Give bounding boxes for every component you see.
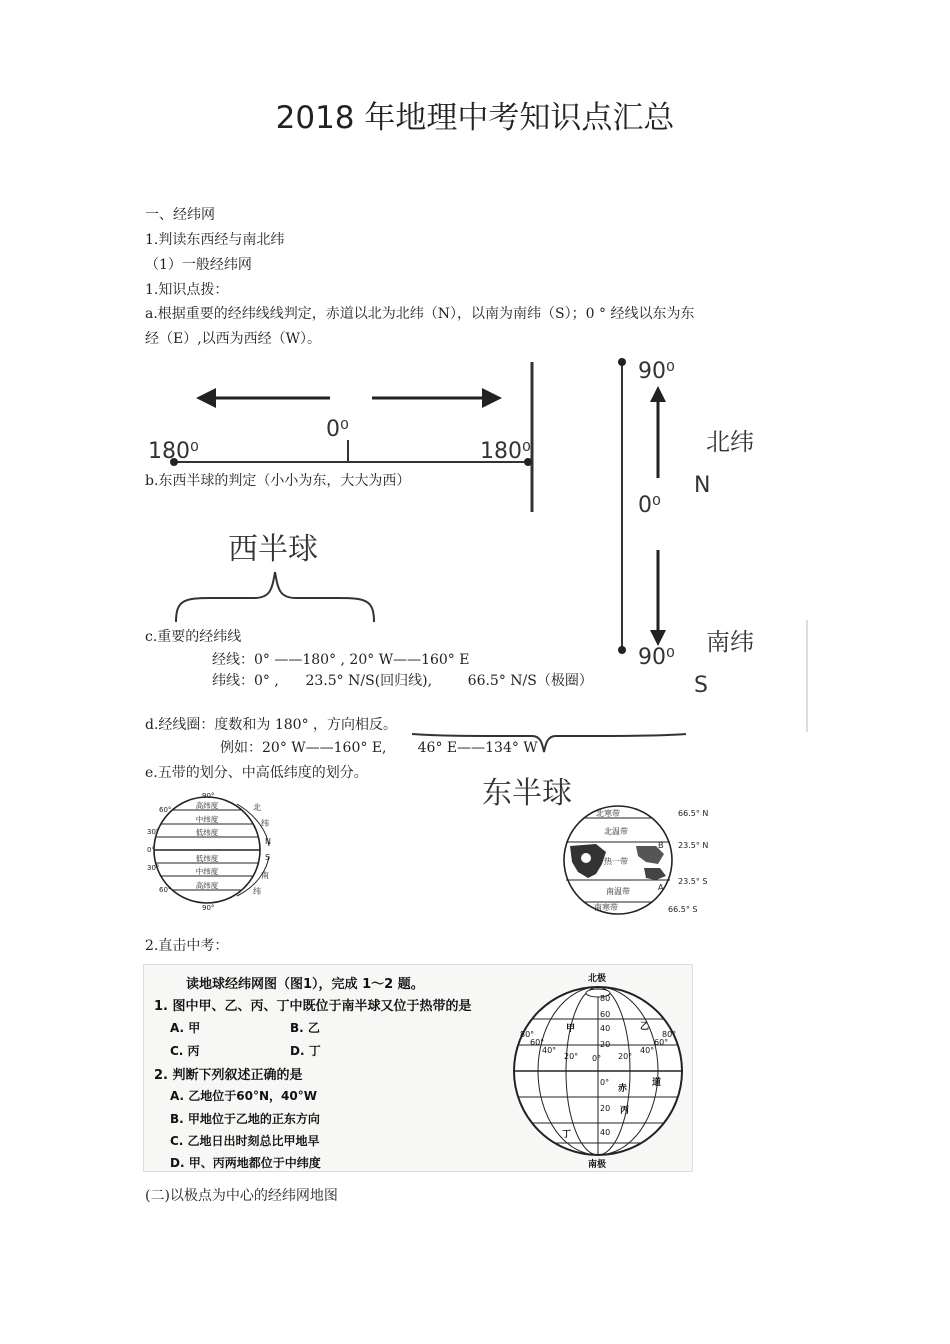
globe-lon-60w: 60° (530, 1038, 545, 1047)
globe-lon-0: 0° (592, 1054, 602, 1063)
zone-right-1: 北 (253, 803, 261, 812)
exam-q1-a: A. 甲 (170, 1021, 201, 1035)
belt-north-temperate: 北温带 (604, 827, 628, 836)
belt-letter-b: B (658, 841, 664, 850)
point-a-line1: a.根据重要的经纬线线判定，赤道以北为北纬（N），以南为南纬（S）；0 ° 经线以东为东 (145, 306, 695, 322)
zone-band-3: 低纬度 (195, 828, 219, 837)
belt-lat-23n: 23.5° N (678, 841, 709, 850)
exam-q2-a: A. 乙地位于60°N，40°W (170, 1089, 317, 1103)
exam-q1-b: B. 乙 (290, 1021, 320, 1035)
section-3-heading: (二)以极点为中心的经纬网地图 (145, 1188, 338, 1204)
globe-south-pole: 南极 (588, 1160, 607, 1169)
point-c-meridians: 经线：0° ——180° , 20° W——160° E (212, 652, 470, 668)
globe-lon-80w: 80° (520, 1030, 535, 1039)
exam-q2-b: B. 甲地位于乙地的正东方向 (170, 1112, 320, 1126)
lat-north-cn: 北纬 (706, 428, 754, 456)
zone-lat-60n: 60° (159, 806, 172, 814)
globe-lat-60: 60 (600, 1010, 611, 1019)
lat-south-cn: 南纬 (706, 628, 754, 656)
zone-lat-0: 0° (147, 846, 155, 854)
globe-lat-40s: 40 (600, 1128, 611, 1137)
section-1-heading: 一、经纬网 (145, 207, 215, 223)
globe-lon-80e: 80° (662, 1030, 677, 1039)
section-2-heading: 2.直击中考： (145, 938, 229, 954)
globe-lat-20s: 20 (600, 1104, 611, 1113)
belt-south-frigid: 南寒带 (594, 903, 618, 912)
exam-globe-figure (506, 971, 688, 1169)
exam-q1-c: C. 丙 (170, 1044, 200, 1058)
globe-lon-60e: 60° (654, 1038, 669, 1047)
point-c: c.重要的经纬线 (145, 629, 242, 645)
lon-label-left: 180⁰ (148, 439, 199, 464)
belt-north-frigid: 北寒带 (596, 809, 620, 818)
zone-band-2: 中纬度 (195, 815, 219, 824)
globe-lat-80: 80 (600, 994, 611, 1003)
point-e: e.五带的划分、中高低纬度的划分。 (145, 765, 368, 781)
section-1-1-1-heading: （1）一般经纬网 (145, 257, 252, 273)
lat-north-letter: N (694, 473, 711, 498)
exam-q1: 1. 图中甲、乙、丙、丁中既位于南半球又位于热带的是 (154, 999, 472, 1014)
globe-point-bing: 丙 (620, 1106, 630, 1116)
point-d: d.经线圈：度数和为 180° ，方向相反。 (145, 717, 398, 733)
globe-lat-20: 20 (600, 1040, 611, 1049)
longitude-diagram (140, 360, 550, 520)
globe-point-yi: 乙 (640, 1022, 650, 1032)
lat-label-mid: 0⁰ (638, 493, 661, 518)
zone-band-5: 中纬度 (195, 867, 219, 876)
east-hemisphere-label: 东半球 (482, 776, 572, 811)
globe-point-jia: 甲 (566, 1024, 576, 1034)
zone-right-2: 纬 (261, 819, 269, 828)
lon-label-mid: 0⁰ (326, 417, 349, 442)
belt-lat-23s: 23.5° S (678, 877, 708, 886)
lat-label-bottom: 90⁰ (638, 645, 675, 670)
west-hemisphere-label: 西半球 (228, 532, 318, 567)
exam-question-panel (143, 964, 693, 1172)
zone-lat-30n: 30° (147, 828, 160, 836)
point-d-example: 例如：20° W——160° E, 46° E——134° W (220, 740, 538, 756)
globe-lon-40e: 40° (640, 1046, 655, 1055)
globe-lon-40w: 40° (542, 1046, 557, 1055)
belt-letter-a: A (658, 883, 664, 892)
lat-label-top: 90⁰ (638, 359, 675, 384)
globe-lat-0: 0° (600, 1078, 610, 1087)
globe-lat-40: 40 (600, 1024, 611, 1033)
exam-q2-d: D. 甲、丙两地都位于中纬度 (170, 1156, 321, 1170)
lat-south-letter: S (694, 673, 708, 698)
globe-lon-20e: 20° (618, 1052, 633, 1061)
zone-lat-60s: 60° (159, 886, 172, 894)
globe-lon-20w: 20° (564, 1052, 579, 1061)
globe-point-ding: 丁 (562, 1130, 572, 1140)
point-b: b.东西半球的判定（小小为东，大大为西） (145, 473, 411, 489)
zone-lat-30s: 30° (147, 864, 160, 872)
section-1-1-heading: 1.判读东西经与南北纬 (145, 232, 285, 248)
exam-intro: 读地球经纬网图（图1），完成 1～2 题。 (186, 977, 424, 992)
belt-south-temperate: 南温带 (606, 887, 630, 896)
globe-north-pole: 北极 (588, 974, 607, 984)
zone-right-3: N (265, 837, 271, 846)
zone-lat-90n: 90° (202, 792, 215, 800)
belt-lat-66n: 66.5° N (678, 809, 709, 818)
latitude-zones-figure (145, 790, 280, 912)
exam-q1-d: D. 丁 (290, 1044, 321, 1058)
west-brace (172, 570, 382, 630)
globe-equator-dao: 道 (652, 1078, 662, 1088)
zone-right-4: S (265, 853, 271, 862)
point-a-line2: 经（E）,以西为西经（W）。 (145, 331, 322, 347)
globe-equator-chi: 赤 (618, 1084, 628, 1094)
zone-lat-90s: 90° (202, 904, 215, 912)
latitude-diagram (600, 350, 810, 735)
temperature-belts-figure (556, 802, 716, 918)
belt-lat-66s: 66.5° S (668, 905, 698, 914)
zone-band-1: 高纬度 (195, 801, 219, 810)
tip-heading: 1.知识点拨： (145, 282, 229, 298)
zone-right-5: 南 (261, 871, 269, 880)
exam-q2: 2. 判断下列叙述正确的是 (154, 1068, 303, 1083)
page-title: 2018 年地理中考知识点汇总 (275, 100, 675, 136)
lon-label-right: 180⁰ (480, 439, 531, 464)
zone-right-6: 纬 (253, 887, 261, 896)
zone-band-4: 低纬度 (195, 854, 219, 863)
belt-tropical: 热一带 (604, 857, 628, 866)
exam-q2-c: C. 乙地日出时刻总比甲地早 (170, 1134, 320, 1148)
zone-band-6: 高纬度 (195, 881, 219, 890)
point-c-parallels: 纬线：0° , 23.5° N/S(回归线), 66.5° N/S（极圈） (212, 673, 593, 689)
